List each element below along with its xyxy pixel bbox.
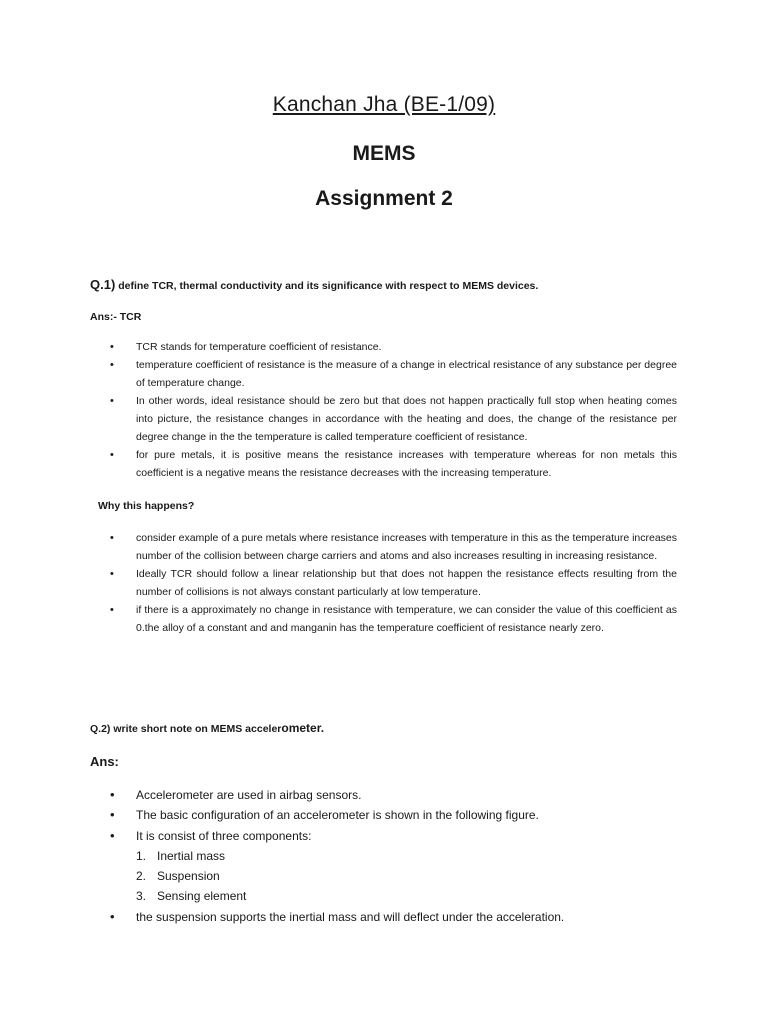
list-item: • In other words, ideal resistance should be zero but that does not happen practically full stop when heating comes into picture, the resistance changes in accordance with the heating and does, the change of the resistance per degree change in the the temperature is called temperature coefficient of resistance.: [110, 392, 677, 446]
why-bullet-list: [110, 529, 677, 637]
list-item: • It is consist of three components:: [110, 826, 677, 846]
list-item: • TCR stands for temperature coefficient of resistance.: [110, 338, 677, 356]
list-item: • Ideally TCR should follow a linear relationship but that does not happen the resistance effects resulting from the number of collisions is not always constant particularly at low temperature.: [110, 565, 677, 601]
assignment-title: Assignment 2: [315, 187, 453, 210]
q1-answer-label: Ans:- TCR: [90, 311, 142, 323]
list-item: • for pure metals, it is positive means the resistance increases with temperature whereas for non metals this coefficient is a negative means the resistance decreases with the increasing temperature.: [110, 446, 677, 482]
q1-question: define TCR, thermal conductivity and its significance with respect to MEMS devices.: [118, 280, 539, 292]
q2-bullet-list: [110, 785, 677, 927]
component-number: 2.: [136, 869, 147, 884]
component-item: [110, 886, 677, 906]
list-item: • Accelerometer are used in airbag sensors.: [110, 785, 677, 805]
course-title: MEMS: [352, 142, 416, 165]
component-label: Inertial mass: [157, 848, 226, 863]
q1-heading: [90, 277, 538, 292]
list-item: • temperature coefficient of resistance is the measure of a change in electrical resistance of any substance per degree of temperature change.: [110, 356, 677, 392]
component-number: 1.: [136, 848, 147, 863]
list-item: • consider example of a pure metals where resistance increases with temperature in this as the temperature increases number of the collision between charge carriers and atoms and also increases resulting in increasing resistance.: [110, 529, 677, 565]
component-label: Sensing element: [157, 889, 247, 904]
list-item: • the suspension supports the inertial mass and will deflect under the acceleration.: [110, 907, 677, 927]
list-item: • if there is a approximately no change in resistance with temperature, we can consider the value of this coefficient as 0.the alloy of a constant and and manganin has the temperature coefficient of resistance nearly zero.: [110, 601, 677, 637]
component-item: [110, 866, 677, 886]
component-item: [110, 846, 677, 866]
q2-heading: [90, 721, 324, 735]
list-item: • The basic configuration of an accelerometer is shown in the following figure.: [110, 805, 677, 825]
q2-question-tail: ometer.: [281, 721, 325, 735]
author-title: Kanchan Jha (BE-1/09): [272, 93, 496, 116]
q2-answer-label: Ans:: [90, 754, 119, 769]
component-label: Suspension: [157, 869, 220, 884]
q1-bullet-list: [110, 338, 677, 482]
why-heading: Why this happens?: [98, 500, 195, 512]
component-number: 3.: [136, 889, 147, 904]
q1-number: Q.1): [90, 277, 116, 292]
q2-question: Q.2) write short note on MEMS acceler: [90, 723, 282, 735]
